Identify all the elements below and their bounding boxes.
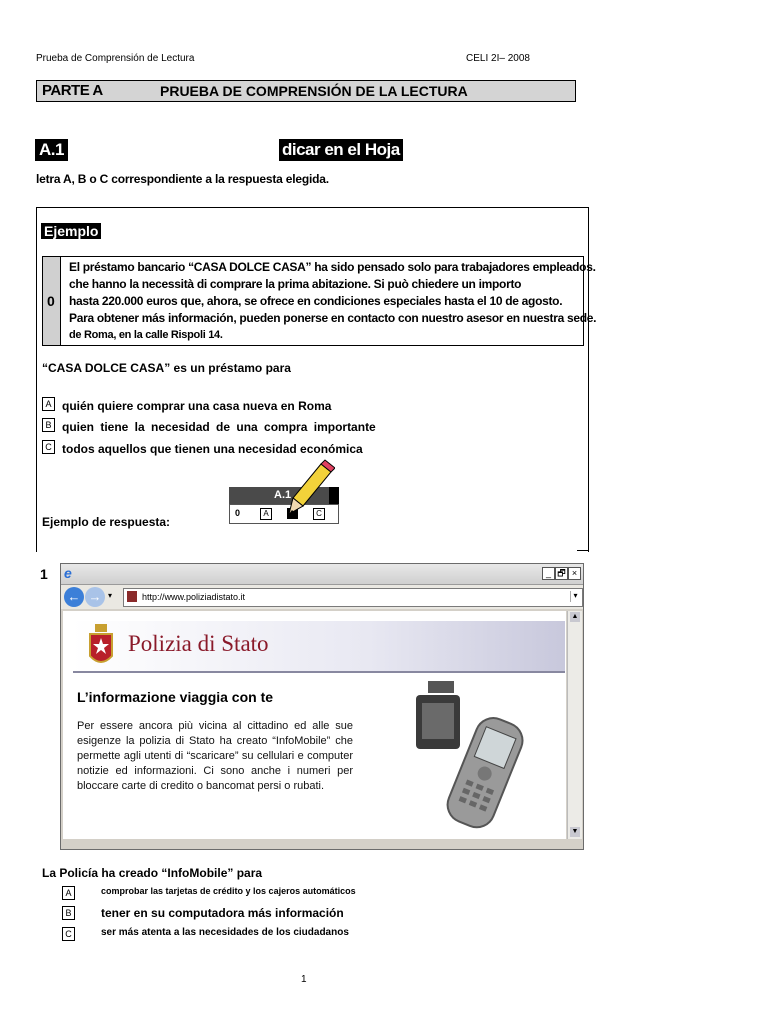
item-option-b-text: tener en su computadora más información — [101, 906, 344, 920]
address-bar[interactable] — [123, 588, 583, 607]
answer-box-a[interactable]: A — [260, 508, 272, 520]
restore-button[interactable]: 🗗 — [555, 567, 568, 580]
option-a-checkbox[interactable]: A — [42, 397, 55, 411]
pencil-icon — [285, 458, 335, 520]
address-dropdown-icon[interactable]: ▾ — [570, 591, 580, 602]
option-b-checkbox[interactable]: B — [42, 418, 55, 432]
internet-explorer-icon: e — [64, 565, 72, 581]
example-text-line: de Roma, en la calle Rispoli 14. — [69, 329, 223, 341]
header-left-text: Prueba de Comprensión de Lectura — [36, 53, 195, 64]
option-b-text: quien tiene la necesidad de una compra importante — [62, 420, 376, 434]
item-option-a-checkbox[interactable]: A — [62, 886, 75, 900]
example-frame-top — [36, 207, 589, 208]
item-option-c-checkbox[interactable]: C — [62, 927, 75, 941]
example-question: “CASA DOLCE CASA” es un préstamo para — [42, 361, 291, 375]
exercise-label: A.1 — [35, 139, 68, 161]
site-body-text: Per essere ancora più vicina al cittadino ed alle sue esigenze la polizia di Stato ha creato “InfoMobile” che permette agli utenti di “scaricare” su cellulari e computer notizie ed informazioni. Ci sono anche i numeri per bloccare carte di credito o bancomat persi o rubati. — [77, 720, 353, 792]
item-option-c-text: ser más atenta a las necesidades de los ciudadanos — [101, 927, 349, 938]
site-favicon-icon — [127, 591, 137, 602]
exercise-instruction: dicar en el Hoja — [279, 139, 403, 161]
browser-titlebar — [61, 564, 583, 585]
site-banner — [73, 621, 565, 673]
item-question: La Policía ha creado “InfoMobile” para — [42, 866, 263, 880]
browser-window — [60, 563, 584, 850]
item-option-b-checkbox[interactable]: B — [62, 906, 75, 920]
option-c-text: todos aquellos que tienen una necesidad económica — [62, 442, 363, 456]
example-frame-bottom — [577, 550, 589, 551]
answer-box-c[interactable]: C — [313, 508, 325, 520]
site-title: Polizia di Stato — [128, 631, 269, 656]
address-url[interactable]: http://www.poliziadistato.it — [142, 592, 246, 602]
police-crest-icon — [88, 624, 114, 668]
scroll-down-arrow-icon[interactable]: ▼ — [571, 828, 579, 835]
item-number: 1 — [40, 566, 48, 582]
section-label: PARTE A — [42, 82, 103, 99]
example-text-line: Para obtener más información, pueden ponerse en contacto con nuestro asesor en nuestra sede. — [69, 311, 597, 325]
exercise-subline: letra A, B o C correspondiente a la respuesta elegida. — [36, 172, 329, 186]
example-answer-label: Ejemplo de respuesta: — [42, 515, 171, 529]
answer-row-number: 0 — [235, 508, 241, 518]
item-option-a-text: comprobar las tarjetas de crédito y los cajeros automáticos — [101, 886, 356, 896]
section-title: PRUEBA DE COMPRENSIÓN DE LA LECTURA — [160, 83, 468, 99]
close-button[interactable]: × — [568, 567, 581, 580]
forward-arrow-icon[interactable]: → — [85, 587, 105, 607]
vertical-scrollbar[interactable] — [567, 611, 582, 839]
example-text-line: El préstamo bancario “CASA DOLCE CASA” ha sido pensado solo para trabajadores empleados. — [69, 260, 596, 274]
scroll-up-arrow-icon[interactable]: ▲ — [571, 613, 579, 620]
example-label: Ejemplo — [41, 223, 101, 239]
minimize-button[interactable]: _ — [542, 567, 555, 580]
page-number: 1 — [301, 974, 307, 985]
example-frame-left — [36, 207, 37, 552]
mobile-phone-icon — [408, 681, 528, 831]
header-right-text: CELI 2I– 2008 — [466, 53, 530, 64]
example-number: 0 — [47, 293, 55, 309]
browser-content — [63, 611, 566, 839]
section-banner — [36, 80, 576, 102]
answer-grid-header-label: A.1 — [274, 489, 292, 501]
browser-toolbar — [61, 585, 583, 609]
example-text — [69, 259, 629, 344]
option-c-checkbox[interactable]: C — [42, 440, 55, 454]
example-number-cell — [43, 257, 61, 345]
option-a-text: quién quiere comprar una casa nueva en Roma — [62, 399, 332, 413]
example-text-line: che hanno la necessità di comprare la prima abitazione. Si può chiedere un importo — [69, 277, 522, 291]
site-heading: L’informazione viaggia con te — [77, 689, 274, 705]
history-dropdown-icon[interactable]: ▾ — [108, 591, 113, 600]
back-arrow-icon[interactable]: ← — [64, 587, 84, 607]
example-text-line: hasta 220.000 euros que, ahora, se ofrece en condiciones especiales hasta el 10 de agosto. — [69, 294, 563, 308]
